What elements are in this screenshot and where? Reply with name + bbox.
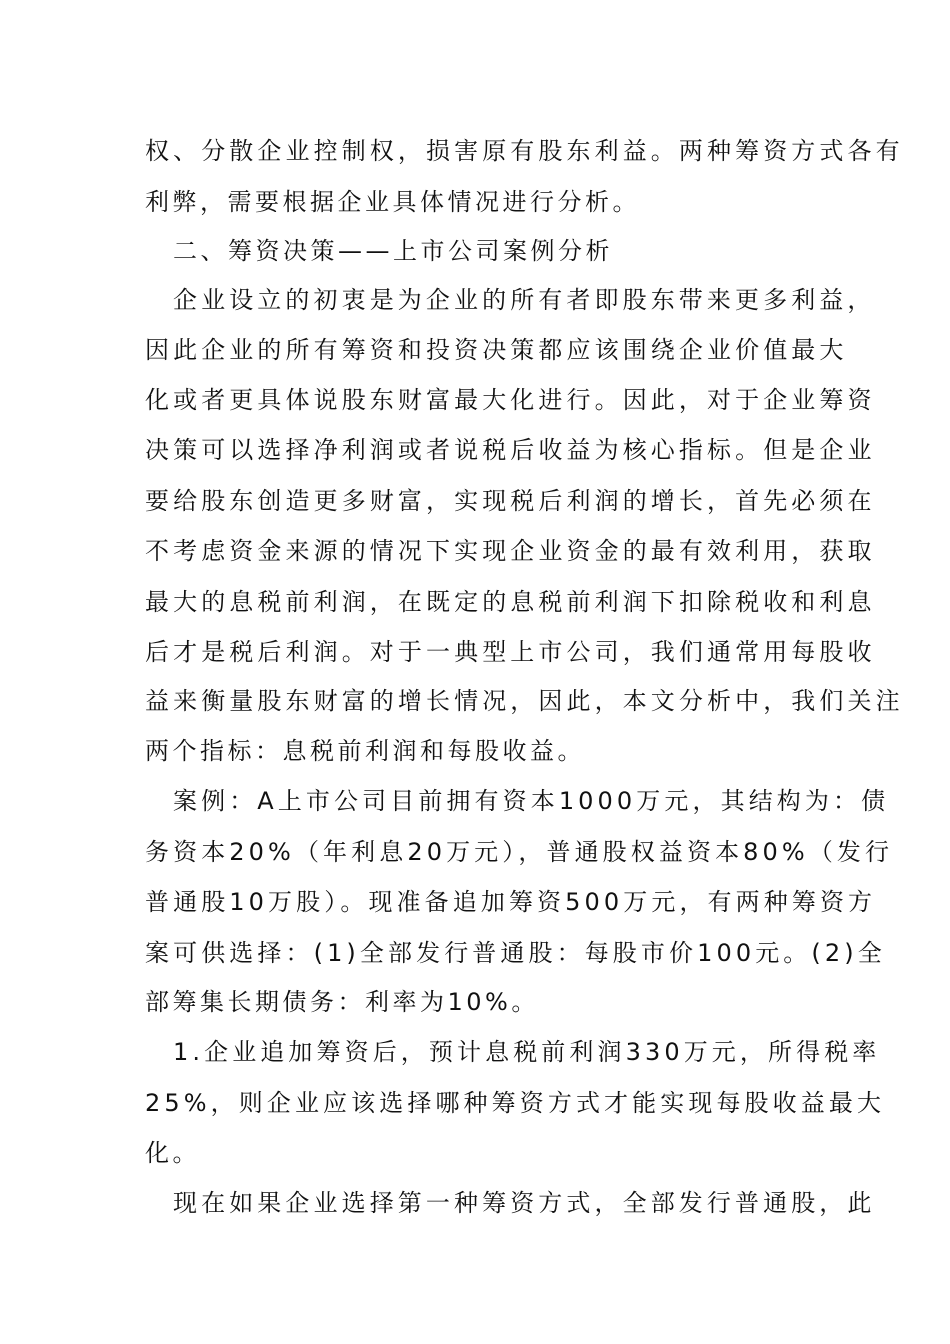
paragraph-line: 决策可以选择净利润或者说税后收益为核心指标。但是企业 bbox=[145, 436, 876, 464]
paragraph-line: 部筹集长期债务：利率为10%。 bbox=[145, 988, 539, 1016]
paragraph-line: 普通股10万股）。现准备追加筹资500万元，有两种筹资方 bbox=[145, 888, 877, 916]
paragraph-line: 两个指标：息税前利润和每股收益。 bbox=[145, 737, 585, 765]
paragraph-line: 因此企业的所有筹资和投资决策都应该围绕企业价值最大 bbox=[145, 336, 848, 364]
paragraph-line: 益来衡量股东财富的增长情况，因此，本文分析中，我们关注 bbox=[145, 687, 904, 715]
paragraph-line: 化。 bbox=[145, 1139, 200, 1167]
paragraph-line: 后才是税后利润。对于一典型上市公司，我们通常用每股收 bbox=[145, 638, 876, 666]
paragraph-line: 1.企业追加筹资后，预计息税前利润330万元，所得税率 bbox=[173, 1038, 881, 1066]
paragraph-line: 案可供选择：(1)全部发行普通股：每股市价100元。(2)全 bbox=[145, 939, 886, 967]
paragraph-line: 案例：A上市公司目前拥有资本1000万元，其结构为：债 bbox=[173, 787, 890, 815]
paragraph-line: 企业设立的初衷是为企业的所有者即股东带来更多利益， bbox=[173, 286, 876, 314]
paragraph-line: 利弊，需要根据企业具体情况进行分析。 bbox=[145, 188, 640, 216]
paragraph-line: 现在如果企业选择第一种筹资方式，全部发行普通股，此 bbox=[173, 1189, 876, 1217]
paragraph-line: 最大的息税前利润，在既定的息税前利润下扣除税收和利息 bbox=[145, 588, 876, 616]
paragraph-line: 务资本20%（年利息20万元），普通股权益资本80%（发行 bbox=[145, 838, 894, 866]
paragraph-line: 要给股东创造更多财富，实现税后利润的增长，首先必须在 bbox=[145, 487, 876, 515]
paragraph-line: 25%，则企业应该选择哪种筹资方式才能实现每股收益最大 bbox=[145, 1089, 886, 1117]
section-heading: 二、筹资决策——上市公司案例分析 bbox=[173, 237, 613, 265]
paragraph-line: 不考虑资金来源的情况下实现企业资金的最有效利用，获取 bbox=[145, 537, 876, 565]
paragraph-line: 权、分散企业控制权，损害原有股东利益。两种筹资方式各有 bbox=[145, 137, 904, 165]
paragraph-line: 化或者更具体说股东财富最大化进行。因此，对于企业筹资 bbox=[145, 386, 876, 414]
